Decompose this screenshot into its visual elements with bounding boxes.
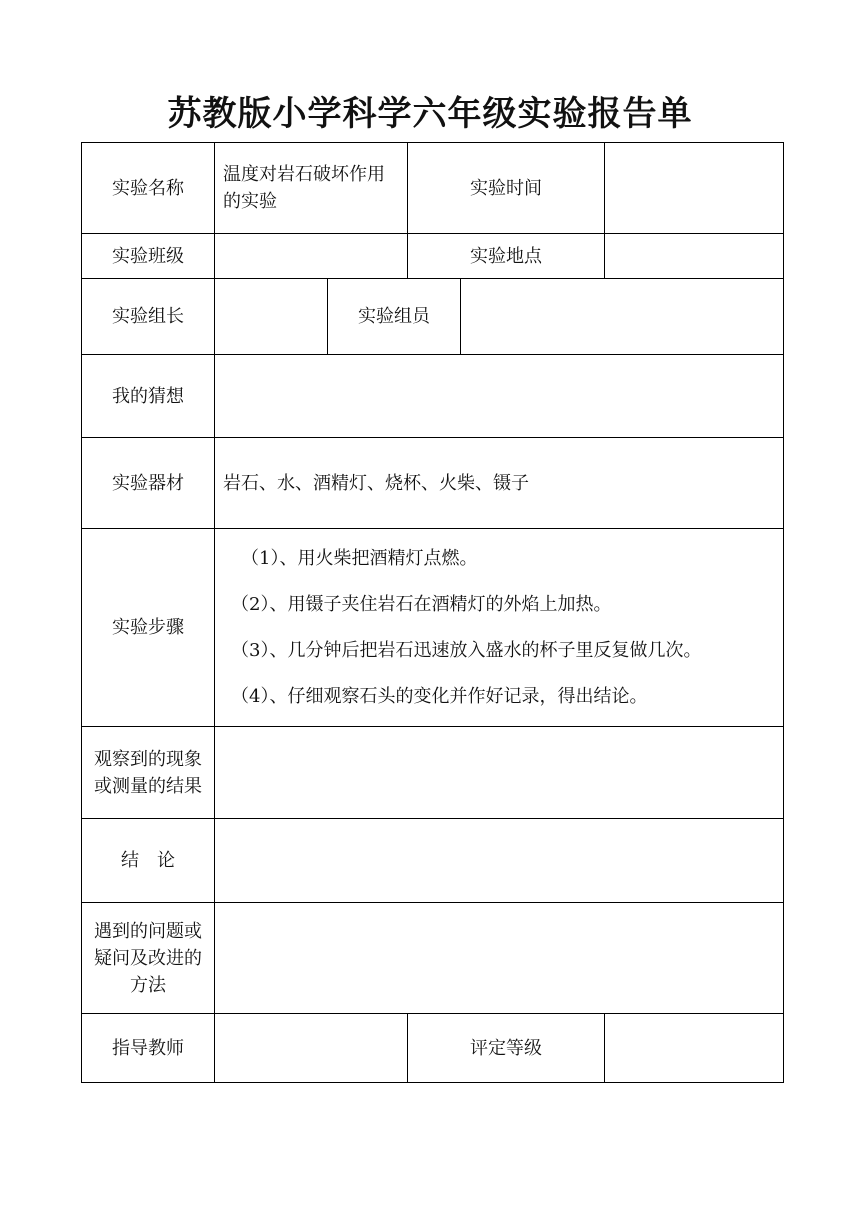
conclusion-value[interactable] [215, 819, 784, 903]
grade-label: 评定等级 [408, 1014, 605, 1083]
materials-label: 实验器材 [82, 438, 215, 529]
group-members-value[interactable] [461, 279, 784, 355]
row-leader-members [82, 279, 784, 355]
observation-value[interactable] [215, 727, 784, 819]
group-members-label: 实验组员 [328, 279, 461, 355]
guess-label: 我的猜想 [82, 355, 215, 438]
materials-value[interactable]: 岩石、水、酒精灯、烧杯、火柴、镊子 [215, 438, 784, 529]
experiment-class-value[interactable] [215, 234, 408, 279]
problems-value[interactable] [215, 903, 784, 1014]
experiment-name-label: 实验名称 [82, 143, 215, 234]
steps-label: 实验步骤 [82, 529, 215, 727]
row-guess [82, 355, 784, 438]
teacher-label: 指导教师 [82, 1014, 215, 1083]
row-conclusion [82, 819, 784, 903]
teacher-value[interactable] [215, 1014, 408, 1083]
row-problems [82, 903, 784, 1014]
group-leader-value[interactable] [215, 279, 328, 355]
grade-value[interactable] [605, 1014, 784, 1083]
row-teacher-grade [82, 1014, 784, 1083]
experiment-time-label: 实验时间 [408, 143, 605, 234]
conclusion-label: 结 论 [82, 819, 215, 903]
problems-label: 遇到的问题或疑问及改进的方法 [82, 903, 215, 1014]
experiment-time-value[interactable] [605, 143, 784, 234]
step-item: （1）、用火柴把酒精灯点燃。 [241, 547, 478, 569]
experiment-class-label: 实验班级 [82, 234, 215, 279]
guess-value[interactable] [215, 355, 784, 438]
row-materials [82, 438, 784, 529]
row-experiment-name [82, 143, 784, 234]
row-observation [82, 727, 784, 819]
observation-label: 观察到的现象或测量的结果 [82, 727, 215, 819]
step-item: （4）、仔细观察石头的变化并作好记录，得出结论。 [231, 685, 648, 707]
row-steps [82, 529, 784, 727]
experiment-place-label: 实验地点 [408, 234, 605, 279]
experiment-report-table [81, 142, 784, 1083]
group-leader-label: 实验组长 [82, 279, 215, 355]
experiment-place-value[interactable] [605, 234, 784, 279]
row-class-place [82, 234, 784, 279]
page-title: 苏教版小学科学六年级实验报告单 [167, 94, 693, 134]
experiment-name-value[interactable]: 温度对岩石破坏作用的实验 [215, 143, 408, 234]
steps-list [223, 536, 775, 720]
step-item: （2）、用镊子夹住岩石在酒精灯的外焰上加热。 [231, 593, 612, 615]
steps-value[interactable] [215, 529, 784, 727]
step-item: （3）、几分钟后把岩石迅速放入盛水的杯子里反复做几次。 [231, 639, 702, 661]
